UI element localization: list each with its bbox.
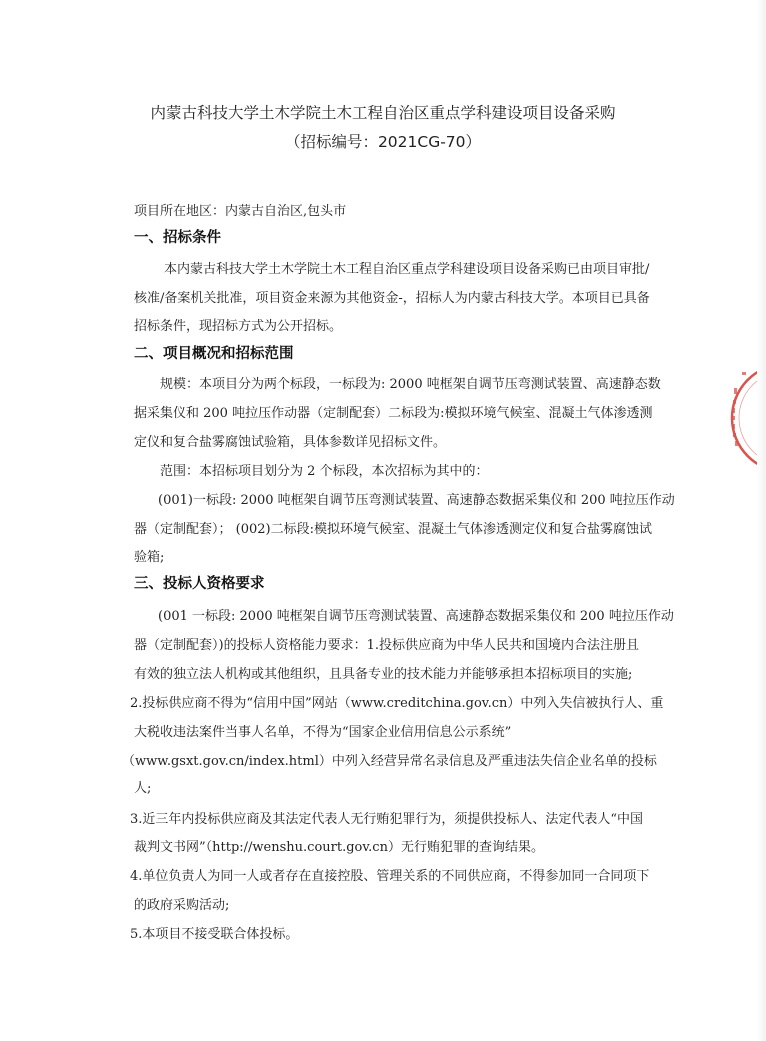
section2-line: 据采集仪和 200 吨拉压作动器（定制配套）二标段为:模拟环境气候室、混凝土气体渗透测 [134, 406, 653, 421]
section3-line: 3.近三年内投标供应商及其法定代表人无行贿犯罪行为，须提供投标人、法定代表人“中国 [130, 812, 644, 827]
scan-edge-shadow [757, 0, 766, 1041]
section-heading-2: 二、项目概况和招标范围 [134, 346, 294, 362]
section3-line: 4.单位负责人为同一人或者存在直接控股、管理关系的不同供应商，不得参加同一合同项下 [130, 869, 650, 884]
tender-number: （招标编号：2021CG-70） [284, 133, 482, 151]
document-title: 内蒙古科技大学土木学院土木工程自治区重点学科建设项目设备采购 [150, 104, 616, 122]
project-region: 项目所在地区：内蒙古自治区,包头市 [134, 204, 347, 219]
section2-line: 定仪和复合盐雾腐蚀试验箱，具体参数详见招标文件。 [134, 435, 447, 450]
section3-line: 裁判文书网”（http://wenshu.court.gov.cn）无行贿犯罪的查询结果。 [134, 840, 544, 855]
section1-line: 核准/备案机关批准，项目资金来源为其他资金-，招标人为内蒙古科技大学。本项目已具备 [134, 291, 650, 306]
section3-line: 人; [134, 781, 152, 796]
section2-line: 规模：本项目分为两个标段，一标段为: 2000 吨框架自调节压弯测试装置、高速静态数 [160, 377, 661, 392]
section2-line: 范围：本招标项目划分为 2 个标段，本次招标为其中的： [160, 464, 489, 479]
section3-line: 2.投标供应商不得为“信用中国”网站（www.creditchina.gov.cn）中列入失信被执行人、重 [130, 696, 664, 711]
section2-line: (001)一标段: 2000 吨框架自调节压弯测试装置、高速静态数据采集仪和 200 吨拉压作动 [158, 493, 675, 508]
section3-line: （www.gsxt.gov.cn/index.html）中列入经营异常名录信息及严重违法失信企业名单的投标 [122, 754, 657, 769]
section1-line: 本内蒙古科技大学土木学院土木工程自治区重点学科建设项目设备采购已由项目审批/ [164, 262, 650, 277]
section2-line: 验箱; [134, 550, 165, 565]
section-heading-3: 三、投标人资格要求 [134, 576, 265, 592]
section1-line: 招标条件，现招标方式为公开招标。 [134, 319, 343, 334]
section3-line: 5.本项目不接受联合体投标。 [130, 927, 299, 942]
section3-line: 有效的独立法人机构或其他组织，且具备专业的技术能力并能够承担本招标项目的实施; [134, 667, 633, 682]
section3-line: 大税收违法案件当事人名单，不得为“国家企业信用信息公示系统” [134, 725, 512, 740]
section2-line: 器（定制配套）； (002)二标段:模拟环境气候室、混凝土气体渗透测定仪和复合盐雾腐蚀试 [134, 522, 652, 537]
section-heading-1: 一、招标条件 [134, 230, 221, 246]
section3-line: 器（定制配套）)的投标人资格能力要求：1.投标供应商为中华人民共和国境内合法注册且 [134, 638, 639, 653]
section3-line: (001 一标段: 2000 吨框架自调节压弯测试装置、高速静态数据采集仪和 200 吨拉压作动 [158, 609, 674, 624]
section3-line: 的政府采购活动; [134, 898, 230, 913]
